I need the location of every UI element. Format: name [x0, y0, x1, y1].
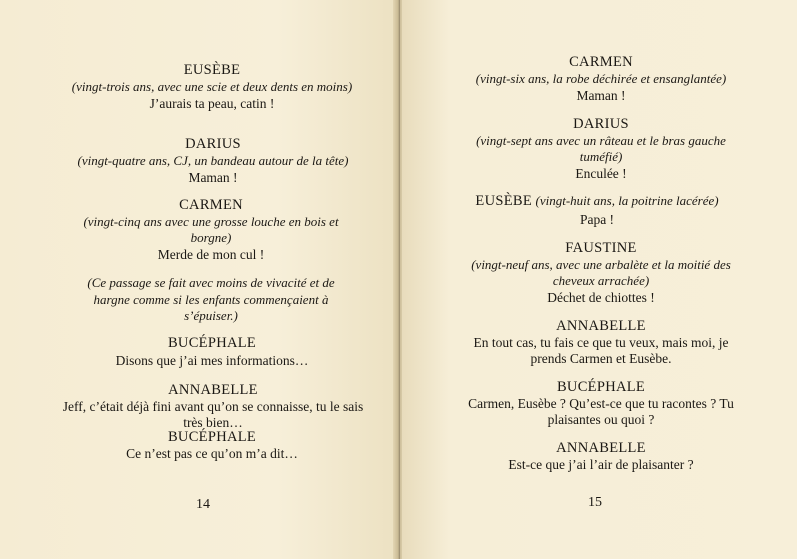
stage-direction: (vingt-sept ans avec un râteau et le bras gauche tuméfié): [476, 133, 726, 164]
character-name: ANNABELLE: [556, 440, 646, 456]
character-name: FAUSTINE: [565, 240, 637, 256]
speech-block: [456, 240, 746, 306]
speech-block: [446, 54, 756, 104]
character-name: DARIUS: [573, 116, 629, 132]
dialogue-line: J’aurais ta peau, catin !: [149, 96, 275, 111]
stage-direction: (vingt-cinq ans avec une grosse louche en bois et borgne): [83, 214, 339, 245]
dialogue-line: Papa !: [579, 212, 615, 227]
stage-direction: (vingt-six ans, la robe déchirée et ensanglantée): [475, 71, 727, 86]
character-name: CARMEN: [569, 54, 633, 70]
dialogue-line: Maman !: [576, 88, 626, 103]
dialogue-line: Maman !: [188, 170, 238, 185]
character-name: CARMEN: [179, 197, 243, 213]
character-name: DARIUS: [185, 136, 241, 152]
right-page: [402, 0, 797, 559]
character-name: BUCÉPHALE: [556, 379, 646, 395]
stage-direction: (vingt-trois ans, avec une scie et deux dents en moins): [71, 79, 353, 94]
speech-block: [62, 429, 362, 462]
speech-block: [58, 136, 368, 186]
speech-block: [454, 318, 748, 367]
speaker-heading: [442, 193, 752, 210]
character-name: ANNABELLE: [556, 318, 646, 334]
character-name: BUCÉPHALE: [167, 335, 257, 351]
speech-block: [454, 440, 748, 473]
dialogue-line: Disons que j’ai mes informations…: [115, 353, 309, 368]
character-name: EUSÈBE: [183, 62, 241, 78]
stage-direction: (Ce passage se fait avec moins de vivacité et de hargne comme si les enfants commençaient à s’épuiser.): [87, 275, 335, 323]
stage-direction: (vingt-quatre ans, CJ, un bandeau autour de la tête): [77, 153, 349, 168]
speech-block: [62, 62, 362, 112]
dialogue-line: Carmen, Eusèbe ? Qu’est-ce que tu racontes ? Tu plaisantes ou quoi ?: [468, 396, 734, 427]
page-number: 14: [196, 497, 210, 512]
dialogue-line: Enculée !: [575, 166, 627, 181]
dialogue-line: Jeff, c’était déjà fini avant qu’on se connaisse, tu le sais très bien…: [62, 399, 364, 430]
speech-block: [456, 116, 746, 182]
page-number: 15: [588, 495, 602, 510]
stage-direction: (vingt-huit ans, la poitrine lacérée): [535, 193, 719, 208]
speech-block: [58, 382, 368, 431]
stage-note: [72, 275, 350, 325]
character-name: EUSÈBE: [475, 193, 533, 209]
left-page: [0, 0, 397, 559]
dialogue-line: Ce n’est pas ce qu’on m’a dit…: [126, 446, 298, 461]
stage-direction: (vingt-neuf ans, avec une arbalète et la moitié des cheveux arrachée): [471, 257, 731, 288]
speech-block: [62, 335, 362, 369]
dialogue-line: Est-ce que j’ai l’air de plaisanter ?: [508, 457, 694, 472]
dialogue-line: En tout cas, tu fais ce que tu veux, mais moi, je prends Carmen et Eusèbe.: [473, 335, 729, 366]
character-name: BUCÉPHALE: [167, 429, 257, 445]
character-name: ANNABELLE: [168, 382, 258, 398]
speech-block: [454, 379, 748, 428]
dialogue-line: Merde de mon cul !: [157, 247, 265, 262]
dialogue-line: Déchet de chiottes !: [547, 290, 655, 305]
speech-block: [442, 193, 752, 228]
speech-block: [66, 197, 356, 263]
